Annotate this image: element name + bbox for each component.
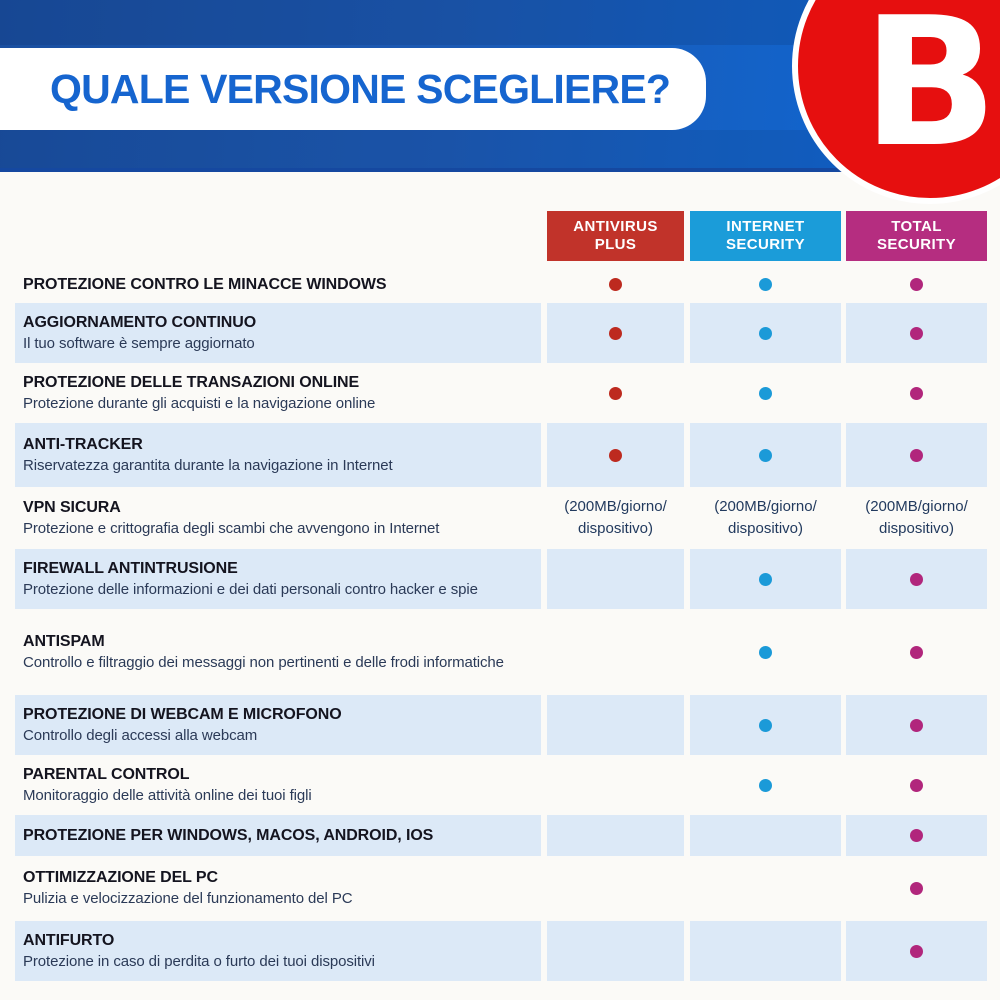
feature-title: PROTEZIONE CONTRO LE MINACCE WINDOWS — [23, 275, 387, 293]
cell-internet-security — [690, 695, 841, 755]
table-row — [15, 856, 987, 921]
availability-dot — [910, 779, 923, 792]
table-row — [15, 549, 987, 609]
availability-dot — [759, 449, 772, 462]
cell-internet-security — [690, 815, 841, 856]
availability-dot — [759, 646, 772, 659]
vpn-note-line: (200MB/giorno/ — [564, 498, 667, 515]
feature-title: PROTEZIONE DELLE TRANSAZIONI ONLINE — [23, 373, 360, 391]
vpn-note-line: dispositivo) — [577, 520, 654, 537]
comparison-table — [15, 266, 987, 981]
table-row — [15, 423, 987, 487]
feature-title: FIREWALL ANTINTRUSIONE — [23, 559, 238, 577]
cell-antivirus-plus — [547, 755, 684, 815]
availability-dot — [609, 278, 622, 291]
cell-antivirus-plus — [547, 266, 684, 303]
cell-total-security — [846, 363, 987, 423]
feature-subtitle: Monitoraggio delle attività online dei tuoi figli — [23, 786, 312, 804]
cell-antivirus-plus — [547, 363, 684, 423]
table-row — [15, 487, 987, 549]
availability-dot — [609, 327, 622, 340]
table-row — [15, 303, 987, 363]
table-row — [15, 815, 987, 856]
cell-total-security — [846, 695, 987, 755]
feature-subtitle: Protezione e crittografia degli scambi che avvengono in Internet — [23, 519, 440, 537]
column-header-antivirus-plus — [547, 211, 684, 261]
feature-title: PROTEZIONE DI WEBCAM E MICROFONO — [23, 705, 342, 723]
feature-title: ANTIFURTO — [23, 931, 115, 949]
cell-internet-security — [690, 266, 841, 303]
cell-internet-security — [690, 363, 841, 423]
availability-dot — [910, 573, 923, 586]
cell-antivirus-plus — [547, 423, 684, 487]
table-row — [15, 609, 987, 695]
cell-total-security — [846, 755, 987, 815]
column-header-internet-security — [690, 211, 841, 261]
feature-subtitle: Protezione in caso di perdita o furto dei tuoi dispositivi — [23, 952, 375, 970]
availability-dot — [910, 945, 923, 958]
column-header-total-security — [846, 211, 987, 261]
cell-total-security — [846, 549, 987, 609]
table-row — [15, 695, 987, 755]
cell-antivirus-plus — [547, 815, 684, 856]
availability-dot — [910, 387, 923, 400]
cell-antivirus-plus — [547, 549, 684, 609]
table-row — [15, 921, 987, 981]
cell-antivirus-plus — [547, 695, 684, 755]
cell-total-security — [846, 423, 987, 487]
cell-total-security — [846, 266, 987, 303]
cell-internet-security — [690, 755, 841, 815]
feature-title: PROTEZIONE PER WINDOWS, MACOS, ANDROID, IOS — [23, 826, 434, 844]
column-header-line: SECURITY — [876, 236, 957, 253]
availability-dot — [609, 449, 622, 462]
feature-title: VPN SICURA — [23, 498, 121, 516]
table-row — [15, 266, 987, 303]
cell-total-security — [846, 856, 987, 921]
feature-title: ANTI-TRACKER — [23, 435, 143, 453]
feature-title: PARENTAL CONTROL — [23, 765, 190, 783]
table-row — [15, 755, 987, 815]
cell-antivirus-plus — [547, 303, 684, 363]
title-pill — [0, 48, 706, 130]
cell-antivirus-plus — [547, 856, 684, 921]
cell-total-security — [846, 609, 987, 695]
cell-antivirus-plus — [547, 487, 684, 549]
cell-internet-security — [690, 487, 841, 549]
column-header-line: INTERNET — [726, 218, 805, 235]
feature-subtitle: Protezione durante gli acquisti e la navigazione online — [23, 394, 376, 412]
feature-subtitle: Controllo e filtraggio dei messaggi non pertinenti e delle frodi informatiche — [23, 653, 504, 671]
column-header-line: ANTIVIRUS — [573, 218, 658, 235]
availability-dot — [910, 327, 923, 340]
availability-dot — [910, 719, 923, 732]
availability-dot — [759, 573, 772, 586]
feature-subtitle: Protezione delle informazioni e dei dati personali contro hacker e spie — [23, 580, 478, 598]
feature-subtitle: Riservatezza garantita durante la navigazione in Internet — [23, 456, 393, 474]
bitdefender-logo — [792, 0, 1000, 204]
availability-dot — [759, 779, 772, 792]
cell-total-security — [846, 303, 987, 363]
cell-internet-security — [690, 921, 841, 981]
availability-dot — [609, 387, 622, 400]
availability-dot — [910, 449, 923, 462]
cell-antivirus-plus — [547, 921, 684, 981]
cell-total-security — [846, 487, 987, 549]
feature-title: OTTIMIZZAZIONE DEL PC — [23, 869, 218, 886]
column-header-line: SECURITY — [725, 236, 806, 253]
cell-total-security — [846, 815, 987, 856]
availability-dot — [759, 327, 772, 340]
availability-dot — [910, 829, 923, 842]
cell-internet-security — [690, 609, 841, 695]
cell-antivirus-plus — [547, 609, 684, 695]
page-title: QUALE VERSIONE SCEGLIERE? — [50, 65, 671, 112]
table-row — [15, 363, 987, 423]
vpn-note-line: (200MB/giorno/ — [714, 498, 817, 515]
column-header-line: TOTAL — [891, 218, 942, 235]
feature-title: ANTISPAM — [23, 632, 105, 650]
availability-dot — [910, 278, 923, 291]
availability-dot — [759, 719, 772, 732]
vpn-note-line: (200MB/giorno/ — [865, 498, 968, 515]
availability-dot — [759, 387, 772, 400]
feature-subtitle: Controllo degli accessi alla webcam — [23, 726, 258, 744]
feature-subtitle: Pulizia e velocizzazione del funzionamento del PC — [23, 890, 353, 907]
availability-dot — [759, 278, 772, 291]
vpn-note-line: dispositivo) — [878, 520, 955, 537]
cell-internet-security — [690, 303, 841, 363]
cell-internet-security — [690, 856, 841, 921]
feature-title: AGGIORNAMENTO CONTINUO — [23, 313, 257, 331]
cell-internet-security — [690, 423, 841, 487]
cell-total-security — [846, 921, 987, 981]
availability-dot — [910, 646, 923, 659]
cell-internet-security — [690, 549, 841, 609]
vpn-note-line: dispositivo) — [727, 520, 804, 537]
feature-subtitle: Il tuo software è sempre aggiornato — [23, 334, 255, 352]
bitdefender-b-icon: B — [862, 0, 998, 186]
availability-dot — [910, 882, 923, 895]
column-header-line: PLUS — [594, 236, 637, 253]
